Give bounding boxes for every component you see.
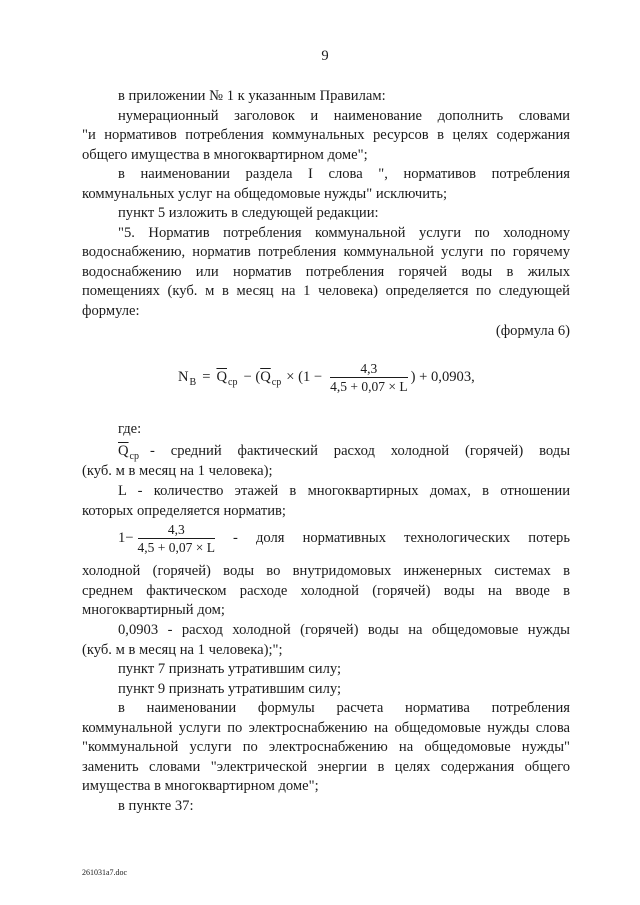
formula-fraction-numerator: 4,3 <box>360 360 378 376</box>
paragraph-line: имущества в многоквартирном доме"; <box>82 778 319 794</box>
where-label: где: <box>118 421 142 437</box>
paragraph-line: пункт 7 признать утратившим силу; <box>118 661 342 677</box>
definition-q-symbol-group <box>118 441 139 461</box>
definition-loss-share <box>118 520 570 556</box>
definition-floors-continuation: которых определяется норматив; <box>82 502 286 519</box>
paragraph-line: "коммунальной услуги по электроснабжению на общедомовые нужды" <box>82 739 570 755</box>
paragraph-line: в пункте 37: <box>118 798 194 814</box>
definition-common-need: 0,0903 - расход холодной (горячей) воды на общедомовые нужды <box>118 622 570 638</box>
formula-minus-paren: − ( <box>243 369 261 385</box>
definition-common-need-continuation: (куб. м в месяц на 1 человека);"; <box>82 641 283 658</box>
definition-q-symbol: $\overline{Q}$ <box>118 443 129 459</box>
paragraph-line: коммунальной услуги по электроснабжению на общедомовые нужды слова <box>82 719 570 736</box>
definition-loss-continuation: многоквартирный дом; <box>82 602 225 618</box>
paragraph-line: в приложении № 1 к указанным Правилам: <box>118 88 386 104</box>
paragraph-line: водоснабжению или норматив потребления горячей воды в жилых <box>82 263 570 280</box>
page-number: 9 <box>321 48 329 64</box>
formula-q-subscript: ср <box>228 377 238 388</box>
document-footer-filename: 261031a7.doc <box>82 868 128 877</box>
formula-lhs-symbol: N <box>178 369 189 385</box>
definition-q-avg <box>118 441 570 461</box>
formula-times-one-minus: × (1 − <box>286 369 323 385</box>
formula-q-symbol: $\overline{Q}$ <box>260 369 271 385</box>
definition-loss-continuation: холодной (горячей) воды во внутридомовых инженерных системах в <box>82 563 570 579</box>
formula-fraction <box>327 361 410 394</box>
paragraph-line: нумерационный заголовок и наименование дополнить словами <box>118 107 570 124</box>
paragraph-line: водоснабжению, норматив потребления коммунальной услуги по горячему <box>82 244 570 260</box>
formula-q-avg <box>216 367 237 387</box>
paragraph-line: помещениях (куб. м в месяц на 1 человека) определяется по следующей <box>82 283 570 299</box>
paragraph-line: коммунальных услуг на общедомовые нужды" исключить; <box>82 185 448 202</box>
paragraph-line: заменить словами "электрической энергии в целях содержания общего <box>82 758 570 775</box>
definition-loss-continuation: среднем фактическом расходе холодной (горячей) воды на вводе в <box>82 582 570 599</box>
formula-6 <box>178 360 475 394</box>
definition-loss-numerator: 4,3 <box>167 521 185 537</box>
definition-q-subscript: ср <box>129 451 139 462</box>
definition-loss-prefix: 1− <box>118 530 134 546</box>
paragraph-line: пункт 9 признать утратившим силу; <box>118 680 342 697</box>
formula-equals-sign: = <box>202 369 211 385</box>
definition-q-text: - средний фактический расход холодной (горячей) воды <box>150 443 570 459</box>
paragraph-line: "и нормативов потребления коммунальных ресурсов в целях содержания <box>82 127 570 143</box>
paragraph-line: общего имущества в многоквартирном доме"; <box>82 146 368 163</box>
paragraph-line: "5. Норматив потребления коммунальной услуги по холодному <box>118 224 570 241</box>
paragraph-line: в наименовании формулы расчета норматива потребления <box>118 700 570 716</box>
definition-loss-text: - доля нормативных технологических потерь <box>233 530 570 546</box>
formula-tail: ) + 0,0903, <box>410 369 475 385</box>
formula-lhs-subscript: В <box>189 377 197 388</box>
formula-q-symbol: $\overline{Q}$ <box>216 369 227 385</box>
formula-fraction-denominator: 4,5 + 0,07 × L <box>330 378 408 394</box>
formula-q-subscript: ср <box>271 377 282 388</box>
formula-lhs <box>178 367 196 387</box>
paragraph-line: в наименовании раздела I слова ", нормативов потребления <box>118 166 570 182</box>
definition-q-continuation: (куб. м в месяц на 1 человека); <box>82 463 273 479</box>
definition-loss-denominator: 4,5 + 0,07 × L <box>137 539 216 555</box>
formula-label: (формула 6) <box>495 322 570 339</box>
formula-q-avg <box>260 367 281 387</box>
paragraph-line: пункт 5 изложить в следующей редакции: <box>118 205 379 221</box>
paragraph-line: формуле: <box>82 302 140 319</box>
definition-loss-fraction <box>134 522 219 555</box>
definition-floors: L - количество этажей в многоквартирных домах, в отношении <box>118 483 570 499</box>
